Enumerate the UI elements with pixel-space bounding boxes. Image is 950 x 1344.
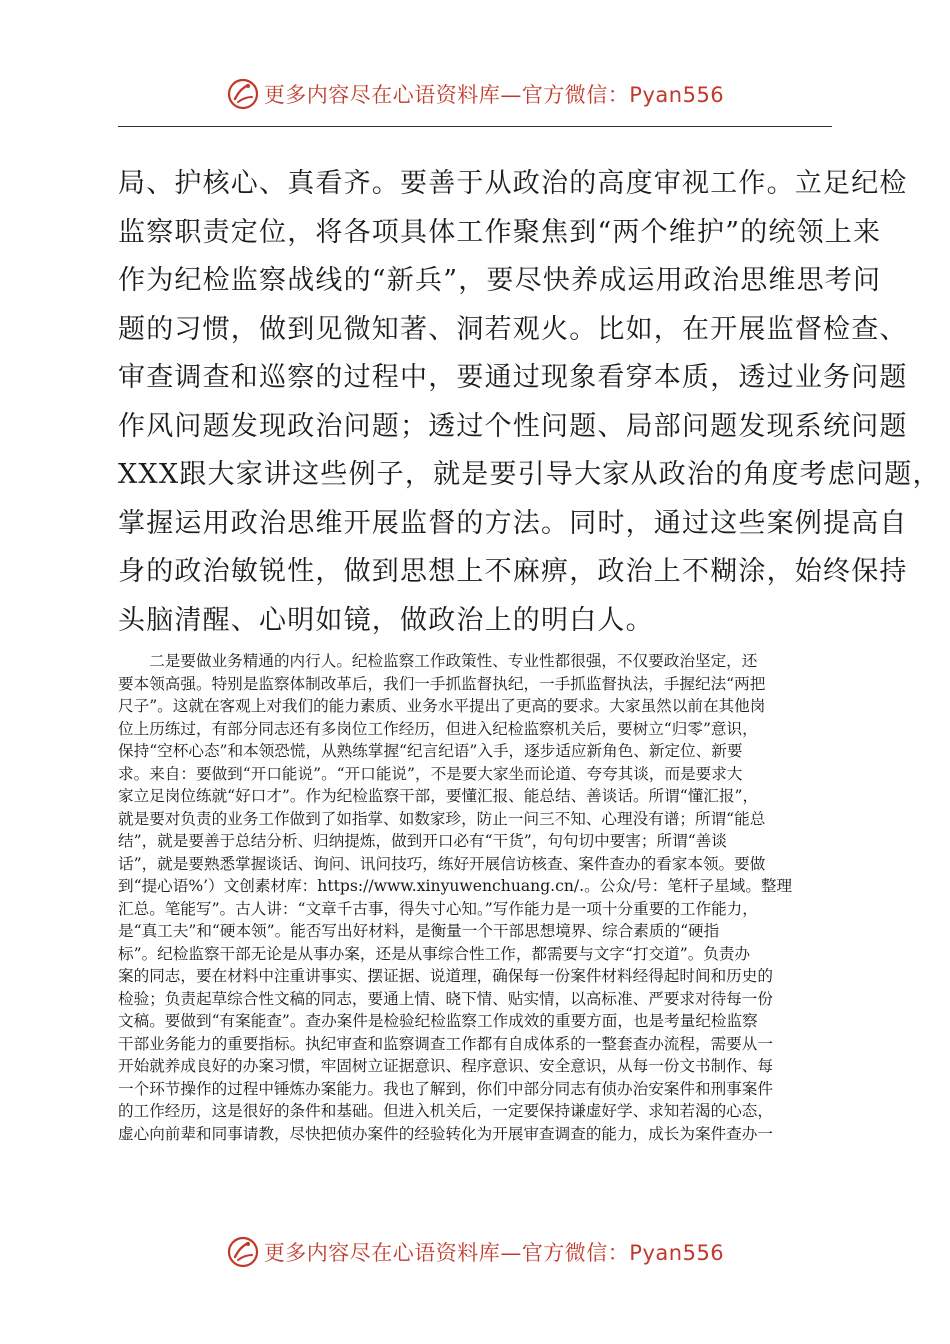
- footer-banner-text: [264, 1237, 724, 1267]
- body-paragraph: [118, 650, 834, 1145]
- body-line: 保持“空杯心态”和本领恐慌，从熟练掌握“纪言纪语”入手，逐步适应新角色、新定位、新要: [118, 742, 743, 760]
- body-line: 标”。纪检监察干部无论是从事办案，还是从事综合性工作，都需要与文字“打交道”。负责办: [118, 944, 751, 963]
- lead-line: 监察职责定位，将各项具体工作聚焦到“两个维护”的统领上来: [118, 216, 882, 248]
- footer-brand-text: 更多内容尽在心语资料库: [263, 1241, 501, 1265]
- body-line: 是“真工夫”和“硬本领”。能否写出好材料，是衡量一个干部思想境界、综合素质的“硬指: [118, 922, 720, 940]
- body-line: 一个环节操作的过程中锤炼办案能力。我也了解到，你们中部分同志有侦办治安案件和刑事案件: [118, 1079, 773, 1098]
- body-line: 虚心向前辈和同事请教，尽快把侦办案件的经验转化为开展审查调查的能力，成长为案件查办一: [118, 1124, 773, 1143]
- body-line: 文稿。要做到“有案能查”。查办案件是检验纪检监察工作成效的重要方面，也是考量纪检监察: [118, 1012, 758, 1030]
- body-line: 到“提心语%’）文创素材库：https://www.xinyuwenchuang.cn/.。公众/号：笔杆子星域。整理: [118, 877, 793, 895]
- lead-line: 作为纪检监察战线的“新兵”，要尽快养成运用政治思维思考问: [118, 265, 882, 296]
- body-line: 开始就养成良好的办案习惯，牢固树立证据意识、程序意识、安全意识，从每一份文书制作、每: [118, 1057, 773, 1075]
- body-line: 检验；负责起草综合性文稿的同志，要通上情、晓下情、贴实情，以高标准、严要求对待每一份: [118, 989, 773, 1008]
- lead-line: 题的习惯，做到见微知著、洞若观火。比如，在开展监督检查、: [118, 313, 908, 345]
- hand-pen-logo-icon: [226, 77, 260, 111]
- body-line: 位上历练过，有部分同志还有多岗位工作经历，但进入纪检监察机关后，要树立“归零”意识，: [118, 719, 758, 738]
- footer-contact-text: 官方微信：Pyan556: [521, 1241, 725, 1265]
- body-line: 要本领高强。特别是监察体制改革后，我们一手抓监督执纪，一手抓监督执法，手握纪法“两把: [118, 674, 766, 693]
- hand-pen-logo-icon: [226, 1235, 260, 1269]
- header-contact-text: 官方微信：Pyan556: [521, 83, 725, 107]
- lead-line: XXX跟大家讲这些例子，就是要引导大家从政治的角度考虑问题，: [118, 459, 941, 490]
- body-line: 就是要对负责的业务工作做到了如指掌、如数家珍，防止一问三不知、心理没有谱；所谓“能总: [118, 809, 766, 828]
- body-line: 尺子”。这就在客观上对我们的能力素质、业务水平提出了更高的要求。大家虽然以前在其他岗: [118, 697, 766, 715]
- body-line: 的工作经历，这是很好的条件和基础。但进入机关后，一定要保持谦虚好学、求知若渴的心态，: [118, 1102, 773, 1120]
- lead-line: 审查调查和巡察的过程中，要通过现象看穿本质，透过业务问题: [118, 362, 908, 393]
- lead-line: 局、护核心、真看齐。要善于从政治的高度审视工作。立足纪检: [118, 168, 908, 199]
- lead-line: 身的政治敏锐性，做到思想上不麻痹，政治上不糊涂，始终保持: [118, 556, 908, 587]
- lead-paragraph: [118, 160, 941, 645]
- body-line: 干部业务能力的重要指标。执纪审查和监察调查工作都有自成体系的一整套查办流程，需要从一: [118, 1034, 773, 1053]
- header-dash: —: [500, 83, 522, 107]
- footer-dash: —: [500, 1241, 522, 1265]
- body-line: 家立足岗位练就“好口才”。作为纪检监察干部，要懂汇报、能总结、善谈话。所谓“懂汇报”，: [118, 787, 759, 805]
- body-line: 话”，就是要熟悉掌握谈话、询问、讯问技巧，练好开展信访核查、案件查办的看家本领。要做: [118, 854, 766, 873]
- header-rule: [118, 126, 832, 127]
- lead-line: 作风问题发现政治问题；透过个性问题、局部问题发现系统问题: [118, 410, 908, 442]
- body-line: 案的同志，要在材料中注重讲事实、摆证据、说道理，确保每一份案件材料经得起时间和历史的: [118, 967, 773, 985]
- body-line: 汇总。笔能写”。古人讲：“文章千古事，得失寸心知。”写作能力是一项十分重要的工作能力，: [118, 899, 758, 918]
- lead-line: 掌握运用政治思维开展监督的方法。同时，通过这些案例提高自: [118, 507, 908, 539]
- header-banner-text: [264, 79, 724, 109]
- footer-watermark-banner: [0, 1232, 950, 1272]
- body-line: 求。来自：要做到“开口能说”。“开口能说”，不是要大家坐而论道、夸夸其谈，而是要求大: [118, 764, 743, 783]
- body-line: 二是要做业务精通的内行人。纪检监察工作政策性、专业性都很强，不仅要政治坚定，还: [118, 652, 758, 670]
- body-line: 结”，就是要善于总结分析、归纳提炼，做到开口必有“干货”，句句切中要害；所谓“善谈: [118, 832, 727, 850]
- lead-line: 头脑清醒、心明如镜，做政治上的明白人。: [118, 604, 654, 636]
- header-watermark-banner: [0, 74, 950, 114]
- header-brand-text: 更多内容尽在心语资料库: [263, 83, 501, 107]
